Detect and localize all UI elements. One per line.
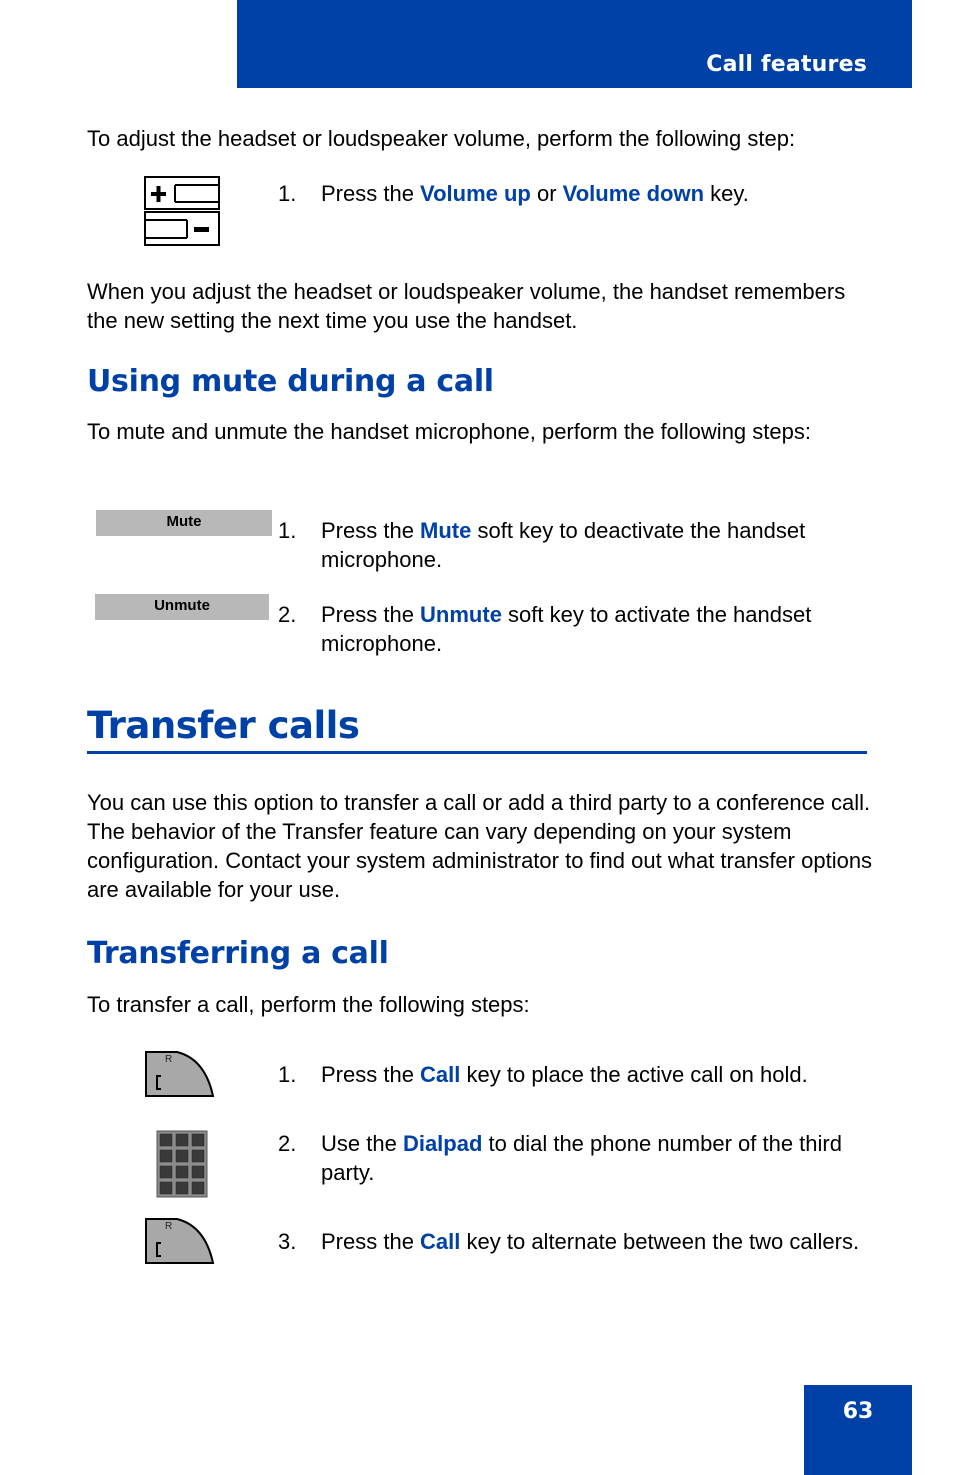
step-text: Press the: [321, 181, 421, 206]
dialpad-icon: [156, 1130, 208, 1198]
step-number: 1.: [278, 181, 297, 206]
step-text: Press the: [321, 602, 421, 627]
transferring-intro: To transfer a call, perform the following steps:: [87, 992, 530, 1017]
step-number: 2.: [278, 1131, 297, 1156]
section-title: Call features: [706, 52, 867, 77]
step-text: key to place the active call on hold.: [460, 1062, 808, 1087]
step-number: 1.: [278, 1062, 297, 1087]
step-text: Use the: [321, 1131, 403, 1156]
step-text: key to alternate between the two callers.: [460, 1229, 860, 1254]
step-text: Press the: [321, 1062, 421, 1087]
transferring-heading: Transferring a call: [87, 936, 389, 971]
volume-key-icon: [143, 174, 221, 248]
step-text: key.: [704, 181, 749, 206]
step-number: 2.: [278, 602, 297, 627]
heading-rule: [87, 751, 867, 754]
page-number: 63: [842, 1399, 874, 1424]
volume-up-keyword: Volume up: [420, 181, 531, 206]
volume-intro: To adjust the headset or loudspeaker volume, perform the following step:: [87, 126, 796, 151]
step-text: Press the: [321, 1229, 421, 1254]
page-number-box: [804, 1385, 912, 1475]
mute-heading: Using mute during a call: [87, 364, 494, 399]
step-text: soft key to deactivate the handset microphone.: [321, 518, 806, 572]
step-text: to dial the phone number of the third party.: [321, 1131, 842, 1185]
step-text: Press the: [321, 518, 421, 543]
transfer-intro: You can use this option to transfer a call or add a third party to a conference call. The behavior of the Transfer feature can vary depending on your system configuration. Contact your system administrator to find out what transfer options are available for your use.: [87, 790, 873, 902]
volume-note: When you adjust the headset or loudspeaker volume, the handset remembers the new setting the next time you use the handset.: [87, 279, 846, 333]
unmute-keyword: Unmute: [420, 602, 502, 627]
mute-keyword: Mute: [420, 518, 472, 543]
step-text: soft key to activate the handset microphone.: [321, 602, 812, 656]
volume-down-keyword: Volume down: [562, 181, 705, 206]
call-key-symbol: R: [165, 1054, 173, 1065]
call-keyword: Call: [420, 1062, 461, 1087]
mute-intro: To mute and unmute the handset microphone, perform the following steps:: [87, 419, 811, 444]
step-text: or: [530, 181, 563, 206]
dialpad-keyword: Dialpad: [402, 1131, 483, 1156]
call-key-icon: [145, 1051, 215, 1098]
call-keyword: Call: [420, 1229, 461, 1254]
header-bar: [237, 0, 912, 88]
step-number: 3.: [278, 1229, 297, 1254]
call-key-symbol: R: [165, 1221, 173, 1232]
step-number: 1.: [278, 518, 297, 543]
transfer-heading: Transfer calls: [87, 704, 360, 747]
unmute-softkey: Unmute: [95, 594, 269, 620]
mute-softkey: Mute: [96, 510, 272, 536]
call-key-icon: [145, 1218, 215, 1265]
